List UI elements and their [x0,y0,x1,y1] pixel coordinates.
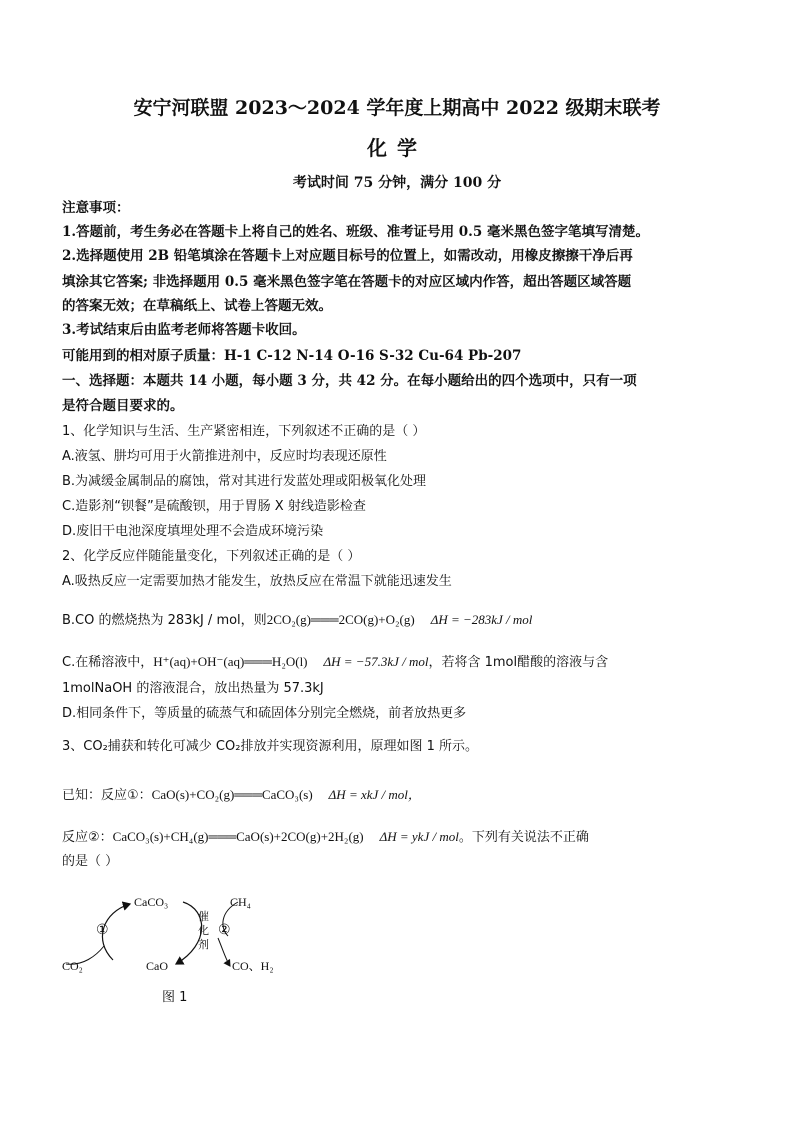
option-c-equation: H⁺(aq)+OH⁻(aq)═══H₂O(l) [153,654,308,669]
question-1-option-b: B.为减缓金属制品的腐蚀，常对其进行发蓝处理或阳极氧化处理 [62,474,427,489]
reaction-1-enthalpy: ΔH = xkJ / mol， [328,787,421,802]
notes-line: 的答案无效；在草稿纸上、试卷上答题无效。 [62,298,332,314]
notes-line: 2.选择题使用 2B 铅笔填涂在答题卡上对应题目标号的位置上，如需改动，用橡皮擦擦干净后再 [62,248,633,264]
notes-line: 填涂其它答案; 非选择题用 0.5 毫米黑色签字笔在答题卡的对应区域内作答，超出答题区域答题 [62,274,632,290]
question-3-reaction-2 [62,827,589,848]
question-2-option-d: D.相同条件下，等质量的硫蒸气和硫固体分别完全燃烧，前者放热更多 [62,706,467,721]
circle-1-label: ① [96,923,109,938]
question-3-known-reaction [62,785,421,806]
catalyst-label-2: 化 [198,925,209,937]
reaction-2-equation: CaCO₃(s)+CH₄(g)═══CaO(s)+2CO(g)+2H₂(g) [112,829,364,844]
question-2-option-b [62,610,532,631]
cao-label: CaO [146,959,168,973]
question-2-option-a: A.吸热反应一定需要加热才能发生，放热反应在常温下就能迅速发生 [62,574,452,589]
option-b-equation: 2CO₂(g)═══2CO(g)+O₂(g) [266,612,415,627]
option-c-enthalpy: ΔH = −57.3kJ / mol [323,654,429,669]
catalyst-label-3: 剂 [198,939,209,951]
question-2-option-c-cont: 1molNaOH 的溶液混合，放出热量为 57.3kJ [62,681,324,696]
reaction-2-text-end: 。下列有关说法不正确 [458,830,589,845]
option-b-enthalpy: ΔH = −283kJ / mol [430,612,533,627]
question-2-stem: 2、化学反应伴随能量变化，下列叙述正确的是（ ） [62,549,361,564]
subject-title: 化学 [367,136,427,160]
circle-2-label: ② [218,923,231,938]
exam-title: 安宁河联盟 2023～2024 学年度上期高中 2022 级期末联考 [133,97,661,119]
notes-line: 1.答题前，考生务必在答题卡上将自己的姓名、班级、准考证号用 0.5 毫米黑色签字笔填写清楚。 [62,224,649,240]
notes-line: 3.考试结束后由监考老师将答题卡收回。 [62,322,306,338]
catalyst-label-1: 催 [198,911,209,923]
reaction-1-equation: CaO(s)+CO₂(g)═══CaCO₃(s) [151,787,313,802]
products-output-arrow [218,938,230,966]
question-3-stem-end: 的是（ ） [62,854,119,869]
figure-1-diagram [58,884,298,996]
reaction-2-enthalpy: ΔH = ykJ / mol [379,829,459,844]
section-heading: 一、选择题：本题共 14 小题，每小题 3 分，共 42 分。在每小题给出的四个选项中，只有一项 [62,373,637,389]
known-label: 已知：反应①： [62,788,152,803]
option-c-text-end: ，若将含 1mol醋酸的溶液与含 [428,655,609,670]
option-b-text: B.CO 的燃烧热为 283kJ / mol，则 [62,613,267,628]
figure-1-caption: 图 1 [162,990,188,1005]
question-2-option-c [62,652,608,673]
question-1-option-d: D.废旧干电池深度填埋处理不会造成环境污染 [62,524,324,539]
question-3-stem: 3、CO₂捕获和转化可减少 CO₂排放并实现资源利用，原理如图 1 所示。 [62,739,478,754]
exam-info: 考试时间 75 分钟，满分 100 分 [292,175,502,191]
atomic-masses: 可能用到的相对原子质量：H-1 C-12 N-14 O-16 S-32 Cu-64 Pb-207 [62,348,522,364]
section-heading: 是符合题目要求的。 [62,398,184,414]
products-label: CO、H₂ [232,959,274,973]
co2-label: CO₂ [62,959,83,973]
question-1-stem: 1、化学知识与生活、生产紧密相连，下列叙述不正确的是（ ） [62,424,426,439]
caco3-label: CaCO₃ [134,895,169,909]
question-1-option-c: C.造影剂“钡餐”是硫酸钡，用于胃肠 X 射线造影检查 [62,499,366,514]
ch4-label: CH₄ [230,895,251,909]
notes-heading: 注意事项： [62,200,130,216]
option-c-text: C.在稀溶液中， [62,655,154,670]
question-1-option-a: A.液氢、肼均可用于火箭推进剂中，反应时均表现还原性 [62,449,387,464]
reaction-2-label: 反应②： [62,830,113,845]
